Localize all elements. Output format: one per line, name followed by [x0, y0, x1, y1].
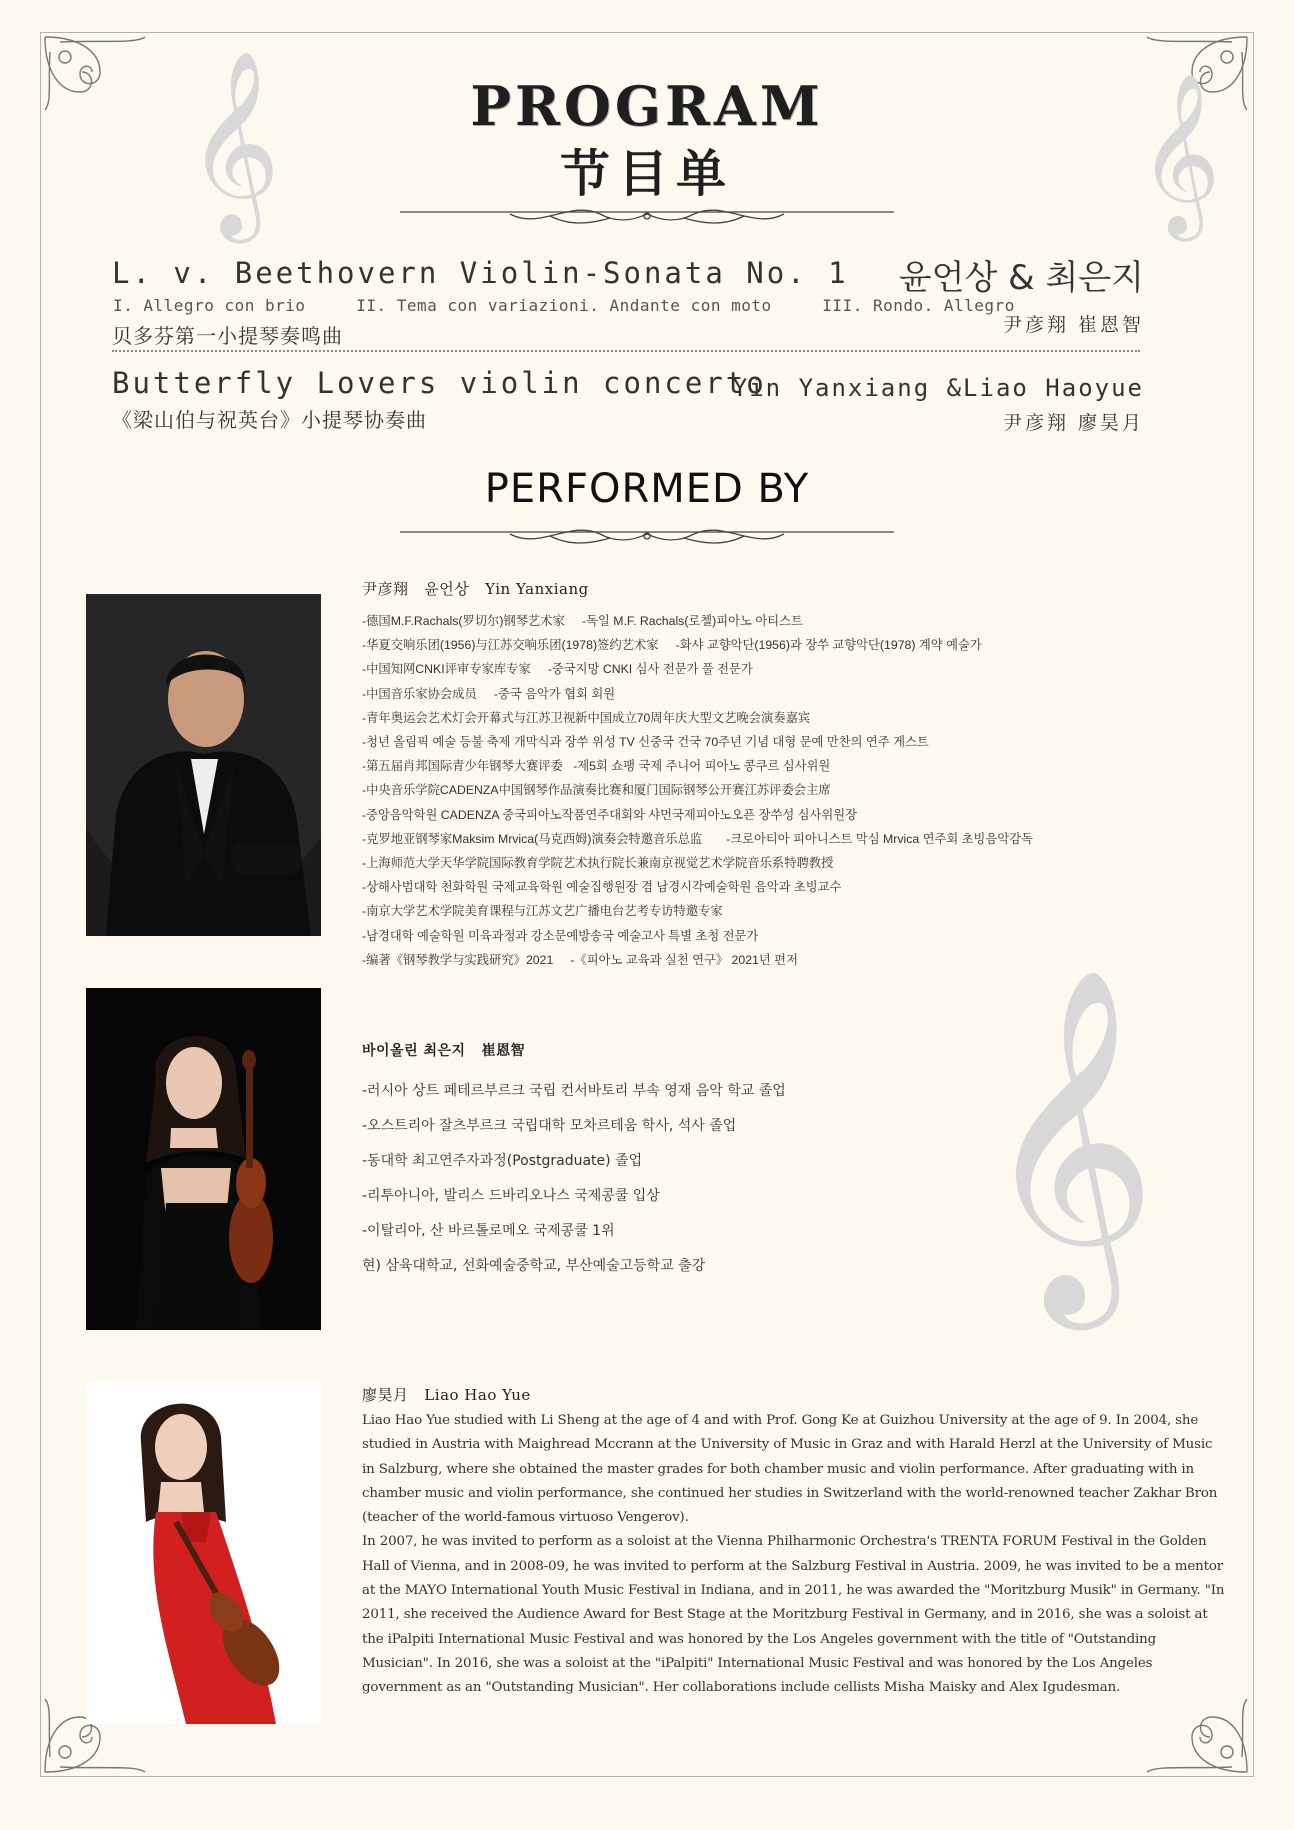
bio-line: -青年奥运会艺术灯会开幕式与江苏卫视新中国成立70周年庆大型文艺晚会演奏嘉宾 — [362, 710, 811, 725]
piece-1-chinese-title: 贝多芬第一小提琴奏鸣曲 — [112, 324, 343, 348]
bio-line: -编著《钢琴教学与实践研究》2021 -《피아노 교육과 실천 연구》 2021년 편저 — [362, 952, 798, 967]
bio-line: -상해사범대학 천화학원 국제교육학원 예술집행원장 겸 남경시각예술학원 음악과 초빙교수 — [362, 880, 842, 895]
performer-bio-choi-eunji — [362, 1040, 786, 1284]
bio-line: -남경대학 예술학원 미육과정과 강소문예방송국 예술고사 특별 초청 전문가 — [362, 928, 759, 943]
page-subtitle: 节目单 — [560, 144, 734, 203]
treble-clef-icon: 𝄞 — [980, 965, 1158, 1314]
piece-1-performers: 윤언상 & 최은지 — [898, 258, 1144, 298]
divider-ornament-icon — [400, 520, 894, 550]
bio-line: -第五届肖邦国际青少年钢琴大赛评委 -제5회 쇼팽 국제 주니어 피아노 콩쿠르 심사위원 — [362, 759, 831, 774]
bio-line: -이탈리아, 산 바르톨로메오 국제콩쿨 1위 — [362, 1223, 615, 1239]
bio-line: -上海师范大学天华学院国际教育学院艺术执行院长兼南京视觉艺术学院音乐系特聘教授 — [362, 856, 834, 871]
performed-by-heading: PERFORMED BY — [484, 466, 810, 512]
performer-name: 廖昊月 Liao Hao Yue — [362, 1386, 531, 1404]
bio-line: 현) 삼육대학교, 선화예술중학교, 부산예술고등학교 출강 — [362, 1258, 706, 1274]
performer-name: 바이올린 최은지 崔恩智 — [362, 1043, 526, 1059]
treble-clef-icon: 𝄞 — [1138, 72, 1221, 235]
bio-line: -克罗地亚钢琴家Maksim Mrvica(马克西姆)演奏会特邀音乐总监 -크로아티아 피아니스트 막심 Mrvica 연주회 초빙음악감독 — [362, 831, 1033, 846]
bio-line: -中国音乐家协会成员 -중국 음악가 협회 회원 — [362, 686, 616, 701]
performer-name: 尹彦翔 윤언상 Yin Yanxiang — [362, 580, 589, 598]
piece-2-performers: Yin Yanxiang &Liao Haoyue — [732, 374, 1144, 402]
bio-line: -동대학 최고연주자과정(Postgraduate) 졸업 — [362, 1153, 643, 1169]
bio-line: -德国M.F.Rachals(罗切尔)钢琴艺术家 -독일 M.F. Rachals(로첼)피아노 아티스트 — [362, 614, 803, 628]
bio-line: -오스트리아 잘츠부르크 국립대학 모차르테움 학사, 석사 졸업 — [362, 1118, 737, 1134]
bio-paragraph: Liao Hao Yue studied with Li Sheng at the age of 4 and with Prof. Gong Ke at Guizhou University at the age of 9. In 2004, she studied in Austria with Maighread Mccrann at the University of Music in Graz and with Harald Herzl at the University of Music in Salzburg, where she obtained the master grades for both chamber music and violin performance. After graduating with in chamber music and violin performance, she continued her studies in Switzerland with the world-renowned teacher Zakhar Bron (teacher of the world-famous virtuoso Vengerov). — [362, 1413, 1218, 1526]
bio-line: -리투아니아, 발리스 드바리오나스 국제콩쿨 입상 — [362, 1188, 660, 1204]
divider-ornament-icon — [400, 200, 894, 230]
bio-line: -南京大学艺术学院美育课程与江苏文艺广播电台艺考专访特邀专家 — [362, 904, 723, 919]
bio-line: -中央音乐学院CADENZA中国钢琴作品演奏比赛和厦门国际钢琴公开赛江苏评委会主席 — [362, 783, 831, 798]
piece-2-title: Butterfly Lovers violin concerto — [112, 366, 767, 400]
piece-1-title: L. v. Beethovern Violin-Sonata No. 1 — [112, 256, 849, 290]
piece-1-performers-chinese: 尹彦翔 崔恩智 — [1002, 314, 1144, 336]
performer-photo-liao-hao-yue — [86, 1382, 321, 1724]
bio-line: -러시아 상트 페테르부르크 국립 컨서바토리 부속 영재 음악 학교 졸업 — [362, 1083, 786, 1099]
treble-clef-icon: 𝄞 — [186, 48, 281, 235]
bio-paragraph: In 2007, he was invited to perform as a soloist at the Vienna Philharmonic Orchestra's TRENTA FORUM Festival in the Golden Hall of Vienna, and in 2008-09, he was invited to perform at the Salzburg Festival in Austria. 2009, he was invited to be a mentor at the MAYO International Youth Music Festival in Indiana, and in 2011, he was awarded the "Moritzburg Musik" in Germany. "In 2011, she received the Audience Award for Best Stage at the Moritzburg Festival in Germany, and in 2016, she was a soloist at the iPalpiti International Music Festival and was honored by the Los Angeles government with the title of "Outstanding Musician". In 2016, she was a soloist at the "iPalpiti" International Music Festival and was honored by the Los Angeles government as an "Outstanding Musician". Her collaborations include cellists Misha Maisky and Alex Igudesman. — [362, 1534, 1225, 1696]
piece-1-movements: I. Allegro con brio II. Tema con variazioni. Andante con moto III. Rondo. Allegro — [113, 296, 1015, 315]
piece-2-chinese-title: 《梁山伯与祝英台》小提琴协奏曲 — [112, 408, 427, 432]
bio-line: -중앙음악학원 CADENZA 중국피아노작품연주대회와 샤먼국제피아노오픈 장쑤성 심사위원장 — [362, 807, 858, 822]
bio-line: -华夏交响乐团(1956)与江苏交响乐团(1978)签约艺术家 -화샤 교향악단(1956)과 장쑤 교향악단(1978) 계약 예술가 — [362, 638, 982, 653]
performer-bio-yin-yanxiang — [362, 578, 1033, 972]
performer-photo-yin-yanxiang — [86, 594, 321, 936]
corner-ornament-icon — [1142, 1697, 1252, 1777]
performer-bio-liao-hao-yue — [362, 1384, 1227, 1701]
bio-line: -中国知网CNKI评审专家库专家 -중국지망 CNKI 심사 전문가 풀 전문가 — [362, 662, 753, 677]
performer-photo-choi-eunji — [86, 988, 321, 1330]
bio-line: -청년 올림픽 예술 등불 축제 개막식과 장쑤 위성 TV 신중국 건국 70주년 기념 대형 문예 만찬의 연주 게스트 — [362, 735, 929, 750]
piece-2-performers-chinese: 尹彦翔 廖昊月 — [1002, 412, 1144, 434]
page-title: PROGRAM — [470, 74, 824, 138]
section-separator — [112, 350, 1140, 352]
